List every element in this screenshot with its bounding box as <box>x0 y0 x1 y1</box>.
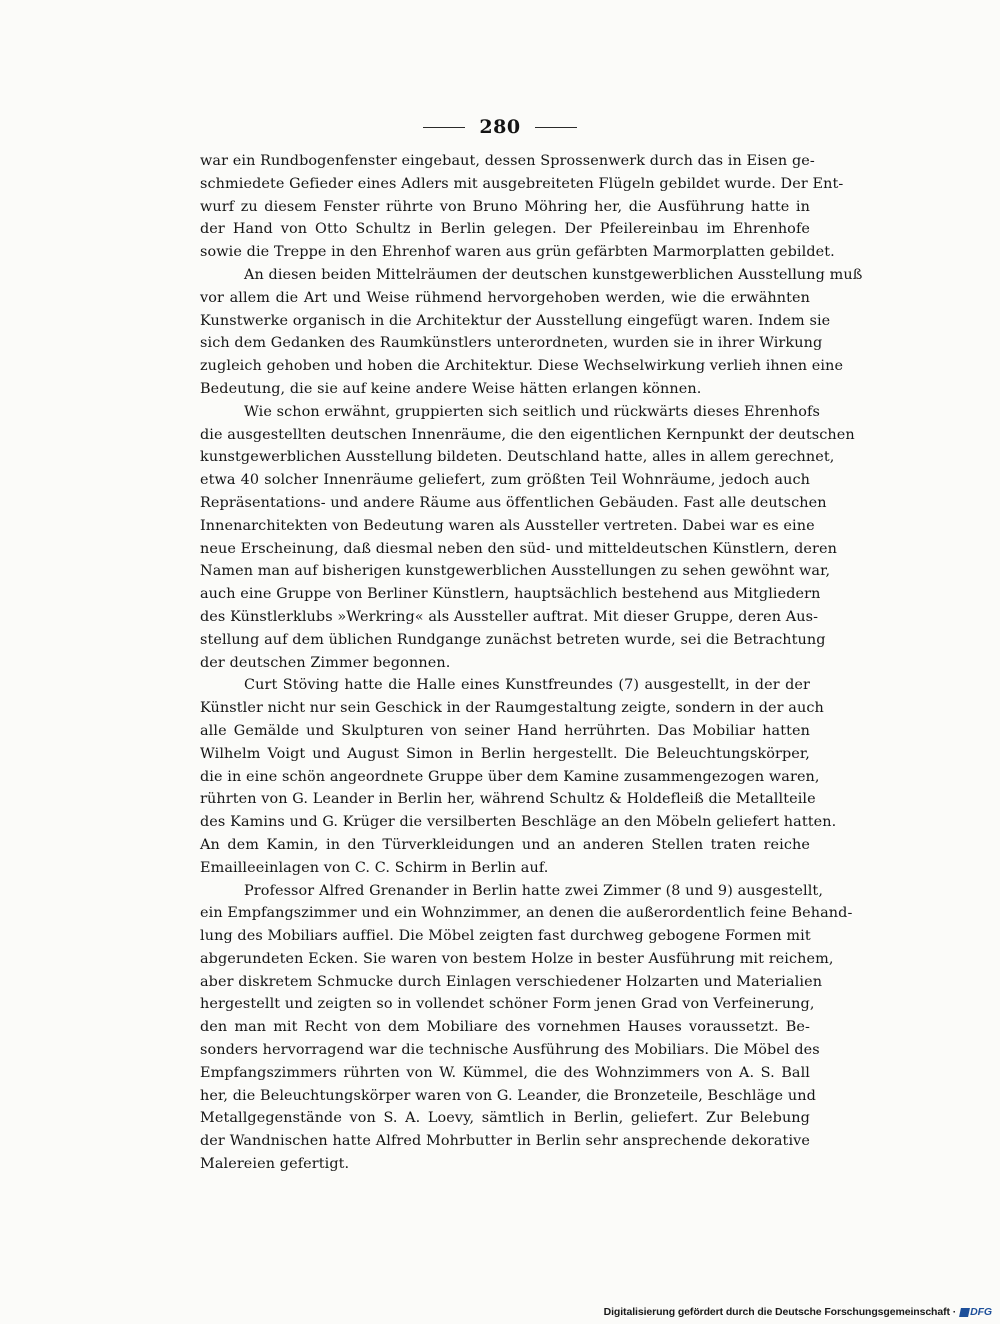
text-line: Repräsentations- und andere Räume aus öffentlichen Gebäuden. Fast alle deutschen <box>200 494 827 511</box>
footer-text: Digitalisierung gefördert durch die Deutsche Forschungsgemeinschaft · <box>603 1306 957 1318</box>
text-line: ein Empfangszimmer und ein Wohnzimmer, an denen die außerordentlich feine Behand- <box>200 905 853 922</box>
text-line: Professor Alfred Grenander in Berlin hatte zwei Zimmer (8 und 9) ausgestellt, <box>244 882 823 899</box>
text-line: rührten von G. Leander in Berlin her, während Schultz & Holdefleiß die Metallteile <box>200 791 816 808</box>
text-line: der Wandnischen hatte Alfred Mohrbutter in Berlin sehr ansprechende dekorative <box>200 1133 810 1150</box>
text-line: schmiedete Gefieder eines Adlers mit ausgebreiteten Flügeln gebildet wurde. Der Ent- <box>200 175 844 192</box>
text-line: her, die Beleuchtungskörper waren von G. Leander, die Bronzeteile, Beschläge und <box>200 1087 816 1104</box>
text-line: Wie schon erwähnt, gruppierten sich seitlich und rückwärts dieses Ehrenhofs <box>244 403 820 420</box>
text-line: Wilhelm Voigt und August Simon in Berlin hergestellt. Die Beleuchtungskörper, <box>200 745 810 762</box>
text-line: war ein Rundbogenfenster eingebaut, dessen Sprossenwerk durch das in Eisen ge- <box>200 153 815 169</box>
text-line: Metallgegenstände von S. A. Loevy, sämtlich in Berlin, geliefert. Zur Belebung <box>200 1110 810 1127</box>
text-line: der Hand von Otto Schultz in Berlin gelegen. Der Pfeilereinbau im Ehrenhofe <box>200 221 810 238</box>
text-line: Kunstwerke organisch in die Architektur der Ausstellung eingefügt waren. Indem sie <box>200 312 831 329</box>
text-line: Malereien gefertigt. <box>200 1156 350 1173</box>
text-line: den man mit Recht von dem Mobiliare des vornehmen Hauses voraussetzt. Be- <box>200 1019 810 1036</box>
text-line: alle Gemälde und Skulpturen von seiner Hand herrührten. Das Mobiliar hatten <box>200 722 810 739</box>
text-line: des Kamins und G. Krüger die versilberten Beschläge an den Möbeln geliefert hatten. <box>200 814 837 831</box>
text-line: hergestellt und zeigten so in vollendet schöner Form jenen Grad von Verfeinerung, <box>200 996 815 1013</box>
text-line: sonders hervorragend war die technische Ausführung des Mobiliars. Die Möbel des <box>200 1042 820 1059</box>
text-line: Empfangszimmers rührten von W. Kümmel, die des Wohnzimmers von A. S. Ball <box>200 1064 810 1081</box>
footer-credit <box>604 1306 992 1318</box>
text-line: Bedeutung, die sie auf keine andere Weise hätten erlangen können. <box>200 380 702 397</box>
text-line: abgerundeten Ecken. Sie waren von bestem Holze in bester Ausführung mit reichem, <box>200 950 834 967</box>
text-line: auch eine Gruppe von Berliner Künstlern, hauptsächlich bestehend aus Mitgliedern <box>200 586 821 603</box>
header-rule-left <box>423 127 465 128</box>
page-header <box>0 112 1000 142</box>
text-line: zugleich gehoben und hoben die Architektur. Diese Wechselwirkung verlieh ihnen eine <box>200 358 844 375</box>
text-line: Innenarchitekten von Bedeutung waren als Aussteller vertreten. Dabei war es eine <box>200 517 815 534</box>
text-line: sowie die Treppe in den Ehrenhof waren aus grün gefärbten Marmorplatten gebildet. <box>200 244 835 261</box>
text-line: die in eine schön angeordnete Gruppe über dem Kamine zusammengezogen waren, <box>200 768 820 785</box>
text-line: neue Erscheinung, daß diesmal neben den süd- und mitteldeutschen Künstlern, deren <box>200 540 838 557</box>
text-line: lung des Mobiliars auffiel. Die Möbel zeigten fast durchweg gebogene Formen mit <box>200 928 811 945</box>
dfg-logo <box>960 1306 992 1318</box>
text-line: der deutschen Zimmer begonnen. <box>200 654 451 671</box>
text-line: Emailleeinlagen von C. C. Schirm in Berlin auf. <box>200 859 549 876</box>
text-line: aber diskretem Schmucke durch Einlagen verschiedener Holzarten und Materialien <box>200 973 823 990</box>
text-line: wurf zu diesem Fenster rührte von Bruno Möhring her, die Ausführung hatte in <box>200 198 810 215</box>
text-line: vor allem die Art und Weise rühmend hervorgehoben werden, wie die erwähnten <box>200 289 810 306</box>
text-line: Curt Stöving hatte die Halle eines Kunstfreundes (7) ausgestellt, in der der <box>244 677 810 694</box>
text-line: die ausgestellten deutschen Innenräume, die den eigentlichen Kernpunkt der deutschen <box>200 426 855 443</box>
dfg-logo-icon <box>959 1308 970 1317</box>
text-line: kunstgewerblichen Ausstellung bildeten. Deutschland hatte, alles in allem gerechnet, <box>200 449 835 466</box>
text-line: etwa 40 solcher Innenräume geliefert, zum größten Teil Wohnräume, jedoch auch <box>200 472 810 489</box>
text-line: Künstler nicht nur sein Geschick in der Raumgestaltung zeigte, sondern in der auch <box>200 700 824 717</box>
text-line: des Künstlerklubs »Werkring« als Aussteller auftrat. Mit dieser Gruppe, deren Aus- <box>200 608 819 625</box>
text-line: Namen man auf bisherigen kunstgewerblichen Ausstellungen zu sehen gewöhnt war, <box>200 563 831 580</box>
text-line: An diesen beiden Mittelräumen der deutschen kunstgewerblichen Ausstellung muß <box>244 266 863 283</box>
dfg-logo-text: DFG <box>970 1306 992 1318</box>
text-line: An dem Kamin, in den Türverkleidungen und an anderen Stellen traten reiche <box>200 836 810 853</box>
text-line: sich dem Gedanken des Raumkünstlers unterordneten, wurden sie in ihrer Wirkung <box>200 335 823 352</box>
header-rule-right <box>535 127 577 128</box>
text-body <box>200 150 863 1176</box>
page-number: 280 <box>479 116 521 138</box>
text-line: stellung auf dem üblichen Rundgange zunächst betreten wurde, sei die Betrachtung <box>200 631 826 648</box>
